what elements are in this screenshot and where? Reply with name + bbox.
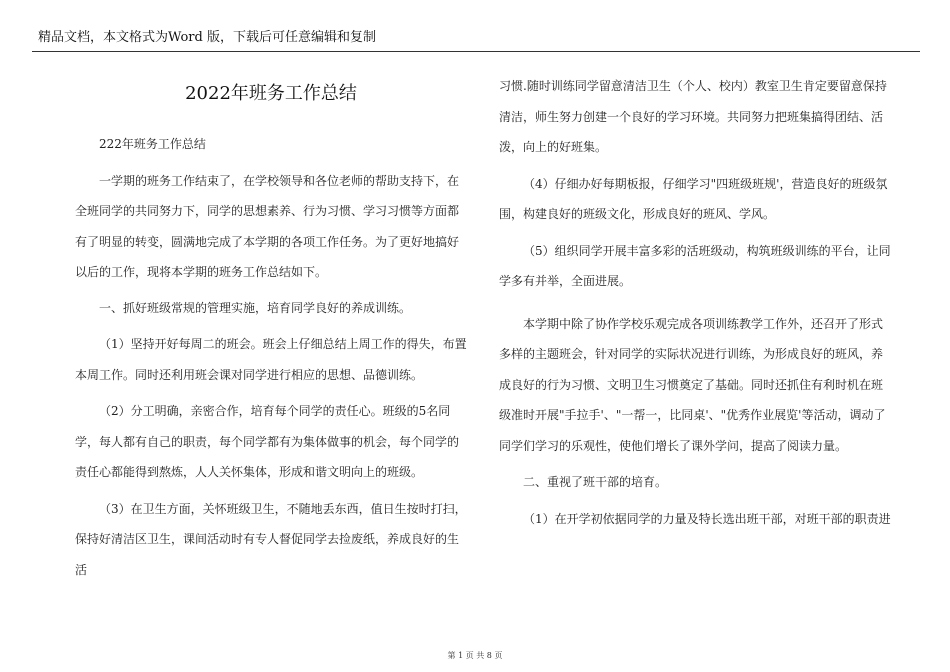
right-paragraph-5: 二、重视了班干部的培育。 [523,475,668,489]
left-paragraph-2: 一、抓好班级常规的管理实施，培育同学良好的养成训练。 [99,300,412,315]
left-paragraph-3: （1）坚持开好每周二的班会。班会上仔细总结上周工作的得失，布置本周工作。同时还利用班会课对同学进行相应的思想、品德训练。 [75,337,467,382]
document-title: 2022年班务工作总结 [185,83,357,104]
left-column [75,52,467,585]
right-column [499,71,891,534]
page-number: 第 1 页 共 8 页 [447,651,503,660]
right-paragraph-1: 习惯.随时训练同学留意清洁卫生（个人、校内）教室卫生肯定要留意保持清洁，师生努力创建一个良好的学习环境。共同努力把班集搞得团结、活泼，向上的好班集。 [499,79,887,154]
header-note: 精品文档，本文格式为Word 版，下载后可任意编辑和复制 [38,30,376,45]
left-paragraph-1: 一学期的班务工作结束了，在学校领导和各位老师的帮助支持下，在全班同学的共同努力下，同学的思想素养、行为习惯、学习习惯等方面都有了明显的转变，圆满地完成了本学期的各项工作任务。为了更好地搞好以后的工作，现将本学期的班务工作总结如下。 [75,173,460,279]
left-paragraph-5: （3）在卫生方面，关怀班级卫生，不随地丢东西，值日生按时打扫，保持好清洁区卫生，课间活动时有专人督促同学去捡废纸，养成良好的生活 [75,501,467,577]
right-paragraph-3: （5）组织同学开展丰富多彩的活班级动，构筑班级训练的平台，让同学多有并举，全面进展。 [499,243,891,288]
right-paragraph-4: 本学期中除了协作学校乐观完成各项训练教学工作外，还召开了形式多样的主题班会，针对同学的实际状况进行训练，为形成良好的班风，养成良好的行为习惯、文明卫生习惯奠定了基础。同时还抓住有利时机在班级准时开展"手拉手'、"一帮一，比同桌'、"优秀作业展览'等活动，调动了同学们学习的乐观性，使他们增长了课外学问，提高了阅读力量。 [499,316,886,453]
document-subtitle: 222年班务工作总结 [99,137,206,151]
right-paragraph-2: （4）仔细办好每期板报，仔细学习"四班级班规'，营造良好的班级氛围，构建良好的班级文化，形成良好的班风、学风。 [499,176,888,221]
page-header [0,0,950,52]
right-paragraph-6: （1）在开学初依据同学的力量及特长选出班干部，对班干部的职责进 [523,511,891,526]
left-paragraph-4: （2）分工明确，亲密合作，培育每个同学的责任心。班级的5名同学，每人都有自己的职责，每个同学都有为集体做事的机会，每个同学的责任心都能得到熬炼，人人关怀集体，形成和谐文明向上的班级。 [75,404,460,479]
